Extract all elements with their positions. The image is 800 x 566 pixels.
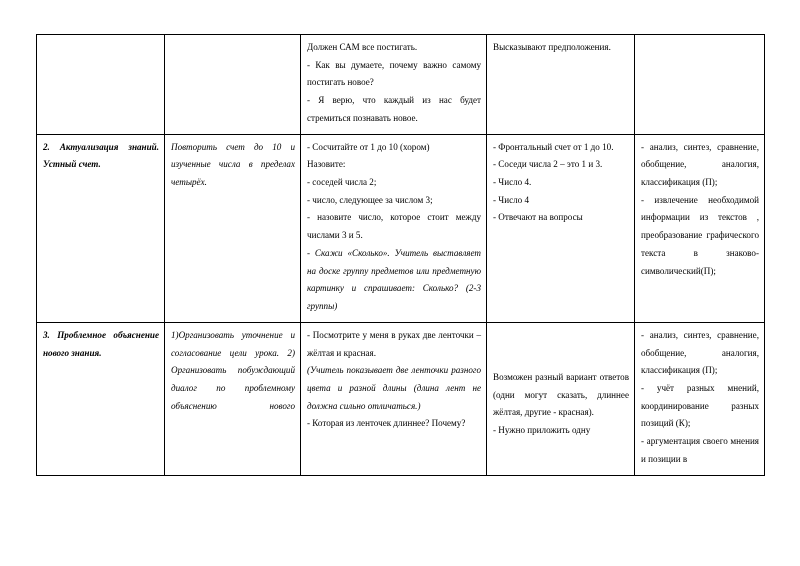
- text-line: Высказывают предположения.: [493, 42, 611, 52]
- text-line: - Фронтальный счет от 1 до 10.: [493, 141, 614, 152]
- cell-uud: [635, 35, 765, 135]
- text-line: (Учитель показывает две ленточки разного цвета и разной длины (длина лент не должна сильно отличаться.): [307, 365, 481, 411]
- text-line: - назовите число, которое стоит между числами 3 и 5.: [307, 212, 481, 241]
- text-line: - соседей числа 2;: [307, 177, 377, 188]
- text-line: - число, следующее за числом 3;: [307, 194, 433, 205]
- cell-student-activity: [487, 134, 635, 322]
- text-line: - учёт разных мнений, координирование разных позиций (К);: [641, 382, 759, 429]
- text-line: Назовите:: [307, 159, 346, 170]
- table-row: [37, 134, 765, 322]
- cell-stage: [37, 134, 165, 322]
- text-line: - извлечение необходимой информации из текстов , преобразование графического текста в знаково-символический(П);: [641, 194, 759, 276]
- text-line: 1)Организовать уточнение и согласование цели урока. 2) Организовать побуждающий диалог по проблемному объяснению нового: [171, 329, 295, 411]
- cell-teacher-goal: [165, 134, 301, 322]
- text-line: - анализ, синтез, сравнение, обобщение, аналогия, классификация (П);: [641, 141, 759, 188]
- text-line: - Число 4.: [493, 177, 532, 188]
- text-line: - анализ, синтез, сравнение, обобщение, аналогия, классификация (П);: [641, 329, 759, 376]
- cell-student-activity: [487, 322, 635, 475]
- text-line: - Которая из ленточек длиннее? Почему?: [307, 418, 466, 429]
- cell-teacher-activity: [301, 35, 487, 135]
- cell-teacher-activity: [301, 134, 487, 322]
- text-line: - Соседи числа 2 – это 1 и 3.: [493, 159, 603, 170]
- cell-stage: [37, 35, 165, 135]
- text-line: - Скажи «Сколько». Учитель выставляет на доске группу предметов или предметную картинку и спрашивает: Сколько? (2-3 группы): [307, 247, 481, 312]
- text-line: - аргументация своего мнения и позиции в: [641, 436, 759, 464]
- text-line: Возможен разный вариант ответов (одни могут сказать, длиннее жёлтая, другие - красная).: [493, 371, 629, 418]
- text-line: - Как вы думаете, почему важно самому постигать новое?: [307, 59, 481, 88]
- cell-uud: [635, 322, 765, 475]
- cell-teacher-goal: [165, 35, 301, 135]
- lesson-plan-table: [36, 34, 765, 476]
- text-line: - Сосчитайте от 1 до 10 (хором): [307, 141, 430, 152]
- cell-uud: [635, 134, 765, 322]
- text-line: Должен САМ все постигать.: [307, 42, 418, 52]
- table-row: [37, 35, 765, 135]
- text-line: - Посмотрите у меня в руках две ленточки – жёлтая и красная.: [307, 329, 481, 358]
- text-line: 2. Актуализация знаний. Устный счет.: [43, 141, 159, 170]
- text-line: 3. Проблемное объяснение нового знания.: [43, 329, 159, 358]
- table-row: [37, 322, 765, 475]
- text-line: - Отвечают на вопросы: [493, 212, 583, 223]
- cell-stage: [37, 322, 165, 475]
- cell-teacher-goal: [165, 322, 301, 475]
- text-line: Повторить счет до 10 и изученные числа в пределах четырёх.: [171, 141, 295, 188]
- text-line: - Нужно приложить одну: [493, 424, 591, 435]
- text-line: - Число 4: [493, 194, 530, 205]
- text-line: - Я верю, что каждый из нас будет стремиться познавать новое.: [307, 95, 481, 123]
- cell-student-activity: [487, 35, 635, 135]
- cell-teacher-activity: [301, 322, 487, 475]
